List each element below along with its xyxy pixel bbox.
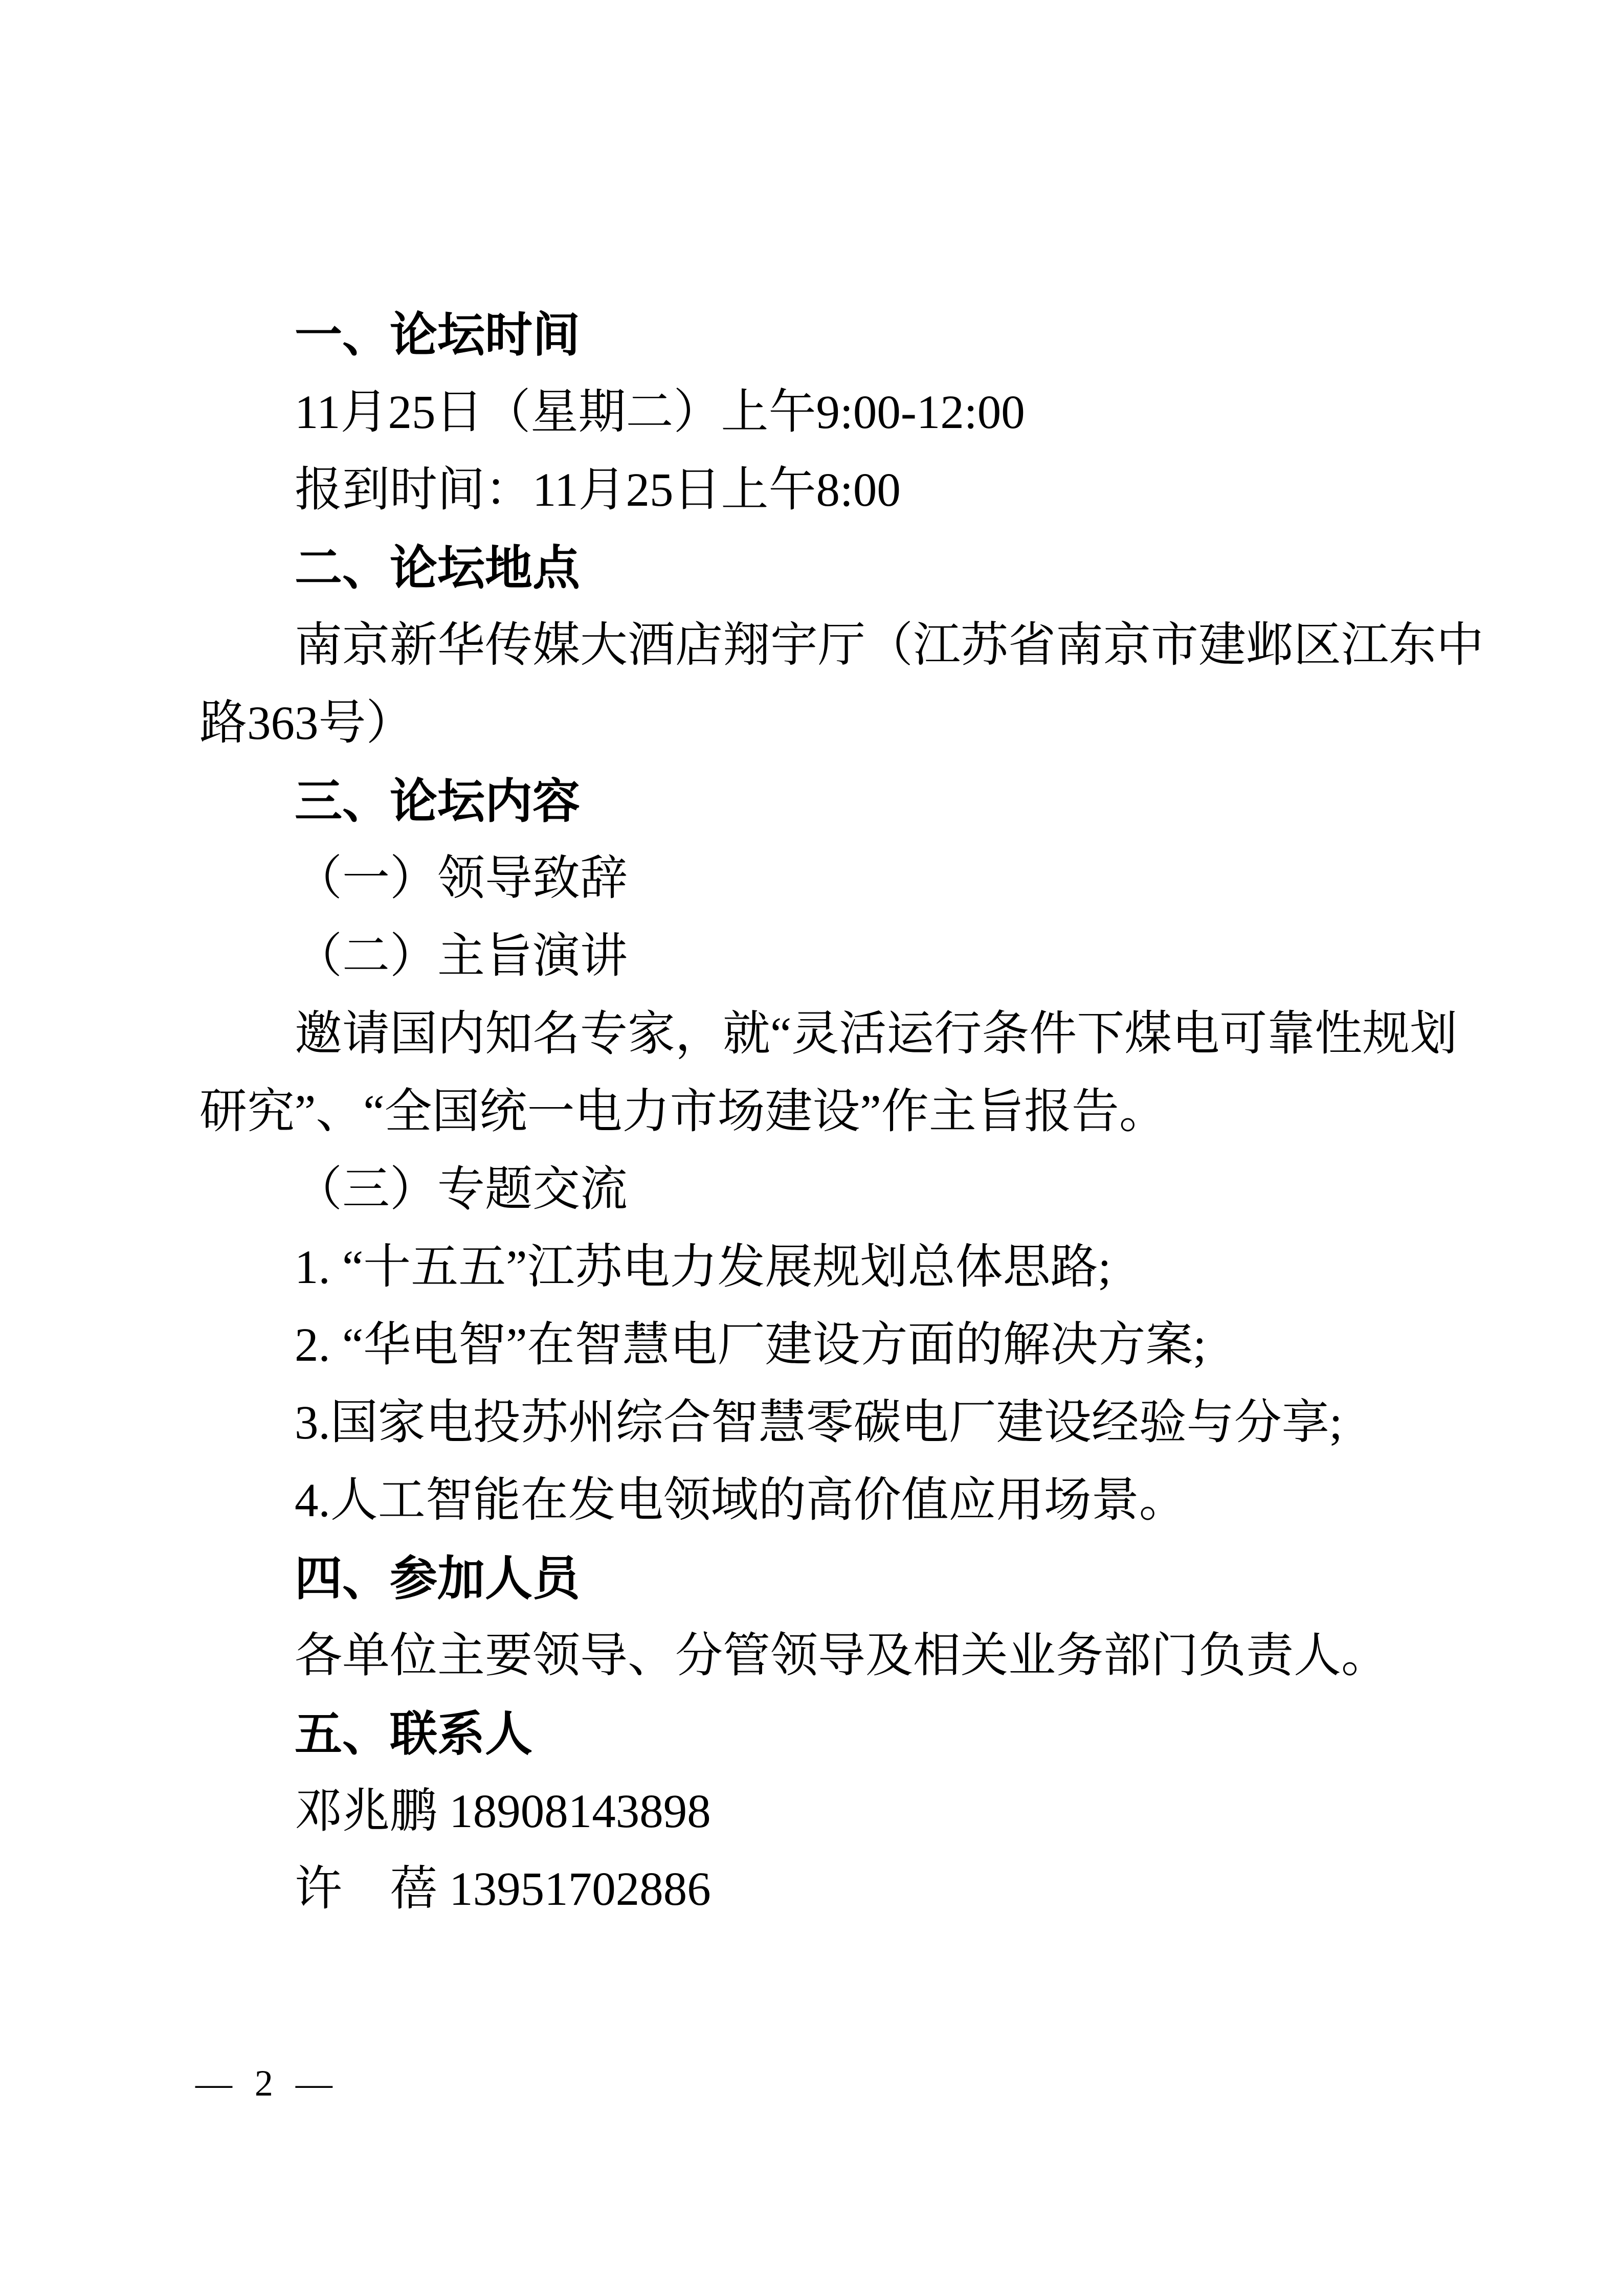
list-item: 1. “十五五”江苏电力发展规划总体思路; (295, 1241, 1111, 1294)
contact-line: 许 蓓 13951702886 (295, 1863, 711, 1916)
section-heading-participants: 四、参加人员 (295, 1552, 580, 1605)
section-heading-forum-location: 二、论坛地点 (295, 542, 580, 595)
section-heading-forum-content: 三、论坛内容 (295, 775, 580, 828)
section-heading-forum-time: 一、论坛时间 (295, 308, 580, 362)
document-line: 南京新华传媒大酒店翔宇厅（江苏省南京市建邺区江东中 (295, 619, 1484, 672)
document-line: 研究”、“全国统一电力市场建设”作主旨报告。 (199, 1086, 1167, 1138)
document-line: 各单位主要领导、分管领导及相关业务部门负责人。 (295, 1630, 1389, 1682)
document-line: 报到时间：11月25日上午8:00 (295, 464, 901, 516)
document-body (199, 296, 1484, 1928)
document-line: 路363号） (199, 697, 414, 750)
document-line: 邀请国内知名专家，就“灵活运行条件下煤电可靠性规划 (295, 1008, 1458, 1061)
list-item: 2. “华电智”在智慧电厂建设方面的解决方案; (295, 1319, 1207, 1371)
contact-line: 邓兆鹏 18908143898 (295, 1785, 711, 1838)
subsection-heading: （一）领导致辞 (295, 852, 628, 905)
subsection-heading: （二）主旨演讲 (295, 930, 628, 983)
list-item: 3.国家电投苏州综合智慧零碳电厂建设经验与分享; (295, 1397, 1343, 1449)
document-line: 11月25日（星期二）上午9:00-12:00 (295, 386, 1025, 439)
section-heading-contacts: 五、联系人 (295, 1707, 532, 1761)
subsection-heading: （三）专题交流 (295, 1163, 628, 1216)
list-item: 4.人工智能在发电领域的高价值应用场景。 (295, 1474, 1187, 1527)
page-number: — 2 — (195, 2063, 339, 2104)
